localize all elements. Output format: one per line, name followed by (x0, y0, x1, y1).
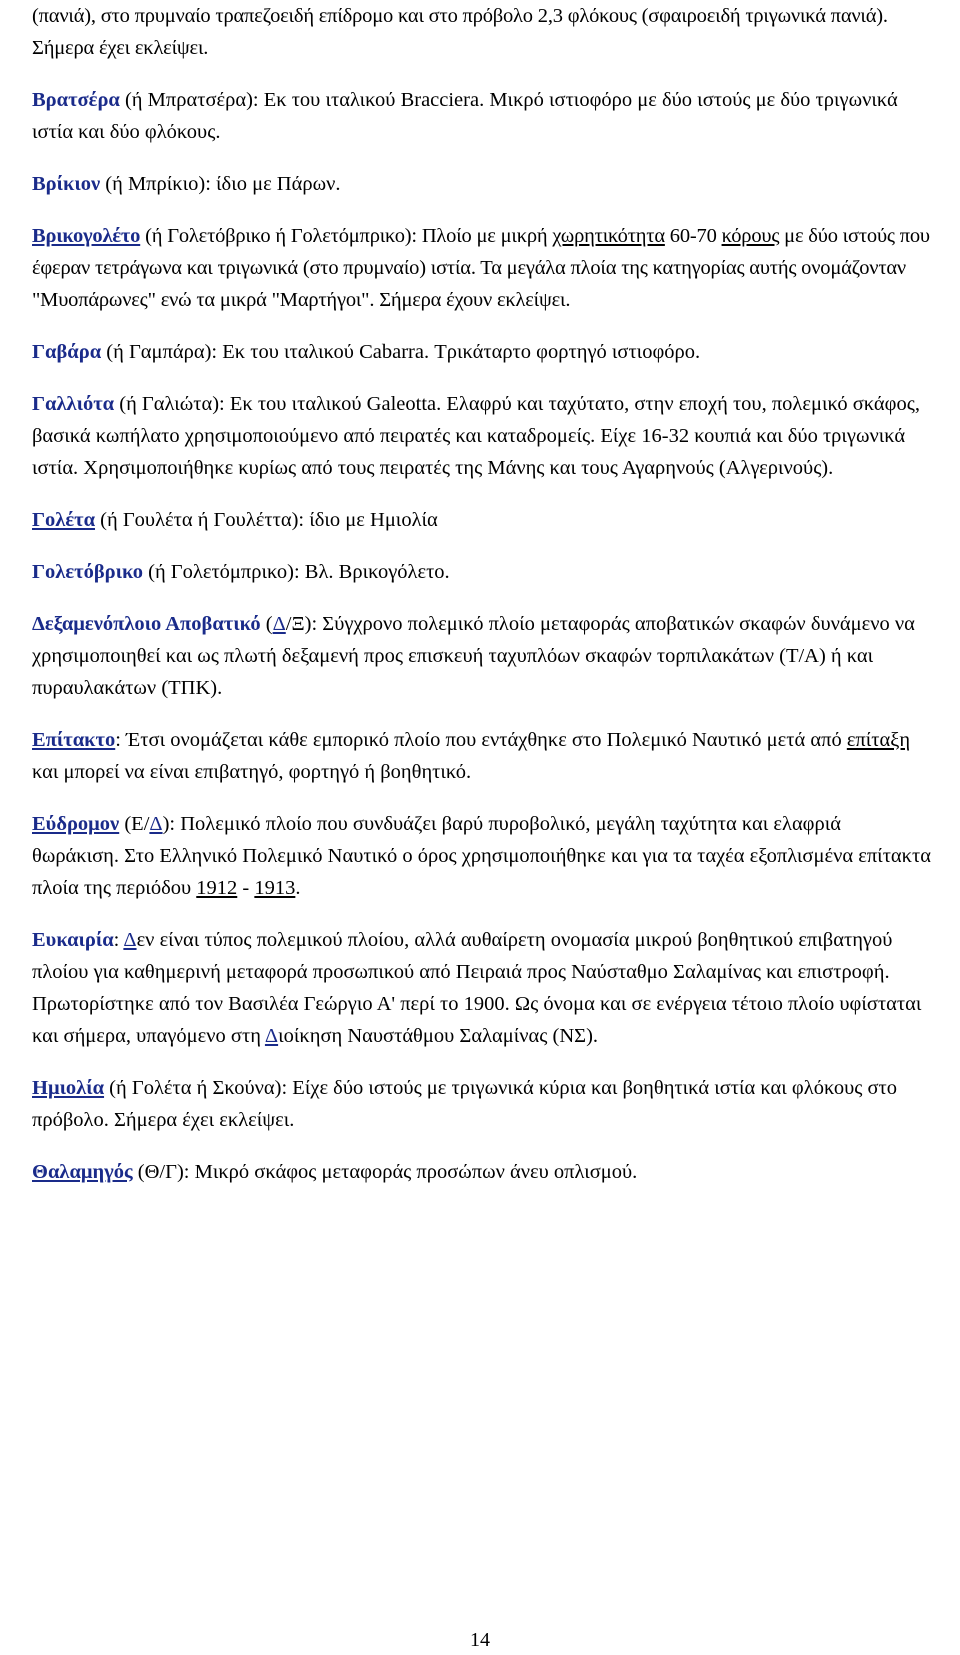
entry-thalamigos (32, 1156, 932, 1188)
term-epitakto[interactable]: Επίτακτο (32, 729, 116, 751)
term-galliota[interactable]: Γαλλιότα (32, 393, 115, 415)
entry-imiolia (32, 1072, 932, 1136)
term-vrikogoleto[interactable]: Βρικογολέτο (32, 225, 141, 247)
entry-text: 60-70 (664, 225, 722, 247)
term-goletovriko[interactable]: Γολετόβρικο (32, 561, 143, 583)
entry-text: . (295, 877, 301, 899)
entry-text: (ή Γολετόμπρικο): Βλ. Βρικογόλετο. (143, 561, 450, 583)
entry-goleta (32, 504, 932, 536)
term-goleta[interactable]: Γολέτα (32, 509, 96, 531)
term-efkairia[interactable]: Ευκαιρία (32, 929, 114, 951)
entry-galliota (32, 388, 932, 484)
entry-text: ): Πολεμικό πλοίο που συνδυάζει βαρύ πυροβολικό, μεγάλη ταχύτητα και ελαφριά θωράκιση. Στο Ελληνικό Πολεμικό Ναυτικό ο όρος χρησιμοποιήθηκε και για τα ταχέα εξοπλισμένα επίτακτα πλοία της περιόδου (32, 813, 931, 899)
link-1913[interactable]: 1913 (254, 877, 296, 899)
entry-text: (Ε/ (119, 813, 150, 835)
entry-text: (ή Μπρατσέρα): Εκ του ιταλικού Bracciera. Μικρό ιστιοφόρο με δύο ιστούς με δύο τριγωνικά ιστία και δύο φλόκους. (32, 89, 898, 143)
entry-text: - (237, 877, 255, 899)
entry-text: εν είναι τύπος πολεμικού πλοίου, αλλά αυθαίρετη ονομασία μικρού βοηθητικού επιβατηγού πλοίου για καθημερινή μεταφορά προσωπικού από Πειραιά προς Ναύσταθμο Σαλαμίνας και επιστροφή. Πρωτορίστηκε από τον Βασιλέα Γεώργιο Α' περί το 1900. Ως όνομα και σε ενέργεια τέτοιο πλοίο υφίσταται και σήμερα, υπαγόμενο στη (32, 929, 922, 1047)
link-epitaxi[interactable]: επίταξη (846, 729, 911, 751)
entry-text: ( (260, 613, 273, 635)
delta-glyph: Δ (272, 613, 286, 635)
entry-continuation (32, 0, 932, 64)
entry-text: /Ξ): Σύγχρονο πολεμικό πλοίο μεταφοράς αποβατικών σκαφών δυνάμενο να χρησιμοποιηθεί και ως πλωτή δεξαμενή προς επισκευή ταχυπλόων σκαφών τορπιλακάτων (Τ/Α) ή και πυραυλακάτων (ΤΠΚ). (32, 613, 915, 699)
entry-epitakto (32, 724, 932, 788)
term-gavara[interactable]: Γαβάρα (32, 341, 102, 363)
term-dexamenoploio[interactable]: Δεξαμενόπλοιο Αποβατικό (32, 613, 261, 635)
entry-goletovriko (32, 556, 932, 588)
entry-vratsera (32, 84, 932, 148)
term-vratsera[interactable]: Βρατσέρα (32, 89, 120, 111)
link-korous[interactable]: κόρους (721, 225, 780, 247)
entry-text: (Θ/Γ): Μικρό σκάφος μεταφοράς προσώπων άνευ οπλισμού. (132, 1161, 638, 1183)
entry-text: (πανιά), στο πρυμναίο τραπεζοειδή επίδρομο και στο πρόβολο 2,3 φλόκους (σφαιροειδή τριγωνικά πανιά). Σήμερα έχει εκλείψει. (32, 5, 888, 59)
entry-gavara (32, 336, 932, 368)
term-thalamigos[interactable]: Θαλαμηγός (32, 1161, 133, 1183)
entry-text: (ή Μπρίκιο): ίδιο με Πάρων. (100, 173, 341, 195)
entry-vrikion (32, 168, 932, 200)
link-1912[interactable]: 1912 (196, 877, 238, 899)
entry-text: (ή Γολετόβρικο ή Γολετόμπρικο): Πλοίο με μικρή (140, 225, 553, 247)
document-page (32, 0, 932, 1208)
entry-dexamenoploio (32, 608, 932, 704)
link-xoritikotita[interactable]: χωρητικότητα (552, 225, 665, 247)
entry-text: : (113, 929, 124, 951)
entry-text: (ή Γαλιώτα): Εκ του ιταλικού Galeotta. Ελαφρύ και ταχύτατο, στην εποχή του, πολεμικό σκάφος, βασικά κωπήλατο χρησιμοποιούμενο από πειρατές και καταδρομείς. Είχε 16-32 κουπιά και δύο τριγωνικά ιστία. Χρησιμοποιήθηκε κυρίως από τους πειρατές της Μάνης και τους Αγαρηνούς (Αλγερινούς). (32, 393, 921, 479)
entry-text: ιοίκηση Ναυστάθμου Σαλαμίνας (ΝΣ). (278, 1025, 599, 1047)
term-vrikion[interactable]: Βρίκιον (32, 173, 101, 195)
entry-vrikogoleto (32, 220, 932, 316)
term-evdromon[interactable]: Εύδρομον (32, 813, 120, 835)
entry-evdromon (32, 808, 932, 904)
entry-text: και μπορεί να είναι επιβατηγό, φορτηγό ή βοηθητικό. (32, 761, 472, 783)
entry-text: με δύο ιστούς που έφεραν τετράγωνα και τριγωνικά (στο πρυμναίο) ιστία. Τα μεγάλα πλοία της κατηγορίας αυτής ονομάζονταν "Μυοπάρωνες" ενώ τα μικρά "Μαρτήγοι". Σήμερα έχουν εκλείψει. (32, 225, 930, 311)
page-number: 14 (470, 1629, 490, 1651)
entry-text: (ή Γολέτα ή Σκούνα): Είχε δύο ιστούς με τριγωνικά κύρια και βοηθητικά ιστία και φλόκους στο πρόβολο. Σήμερα έχει εκλείψει. (32, 1077, 898, 1131)
delta-glyph: Δ (123, 929, 137, 951)
entry-text: (ή Γαμπάρα): Εκ του ιταλικού Cabarra. Τρικάταρτο φορτηγό ιστιοφόρο. (101, 341, 701, 363)
entry-efkairia (32, 924, 932, 1052)
delta-glyph: Δ (264, 1025, 279, 1047)
entry-text: : Έτσι ονομάζεται κάθε εμπορικό πλοίο που εντάχθηκε στο Πολεμικό Ναυτικό μετά από (115, 729, 847, 751)
delta-glyph: Δ (149, 813, 163, 835)
entry-text: (ή Γουλέτα ή Γουλέττα): ίδιο με Ημιολία (95, 509, 438, 531)
term-imiolia[interactable]: Ημιολία (32, 1077, 105, 1099)
